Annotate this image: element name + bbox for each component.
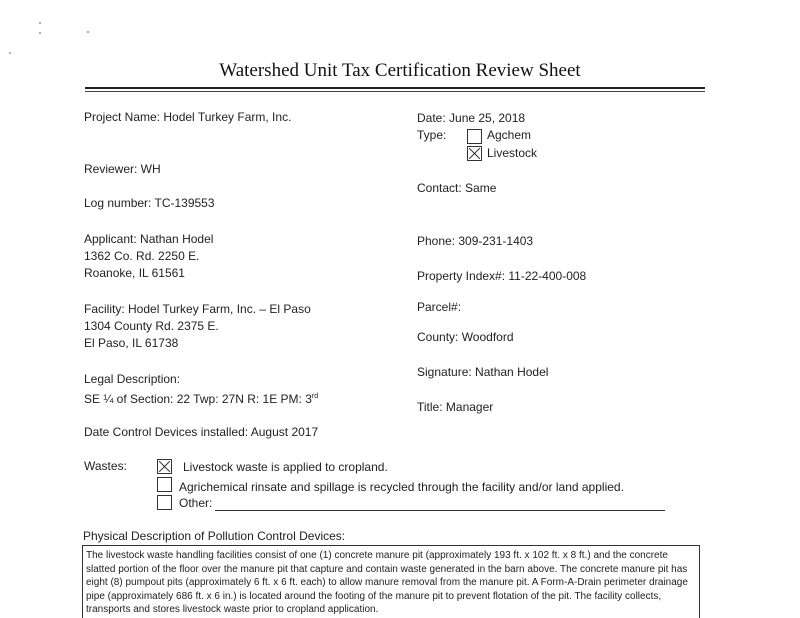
waste-agrichemical-checkbox[interactable] (157, 477, 172, 492)
county: County: Woodford (417, 330, 514, 344)
property-index: Property Index#: 11-22-400-008 (417, 269, 587, 283)
waste-other-checkbox[interactable] (157, 495, 172, 510)
facility-city: El Paso, IL 61738 (84, 336, 179, 350)
title-rule-thin (85, 91, 705, 92)
applicant-city: Roanoke, IL 61561 (84, 266, 185, 280)
type-agchem-label: Agchem (487, 128, 532, 142)
contact: Contact: Same (417, 181, 497, 195)
date-devices-installed: Date Control Devices installed: August 2017 (84, 425, 319, 439)
wastes-label: Wastes: (84, 459, 127, 473)
scan-speck (39, 22, 41, 24)
waste-other-label: Other: (179, 496, 213, 510)
title-rule (85, 87, 705, 89)
scan-speck (9, 52, 11, 54)
applicant-name: Applicant: Nathan Hodel (84, 232, 214, 246)
waste-livestock-checkbox[interactable] (157, 459, 172, 474)
waste-livestock-label: Livestock waste is applied to cropland. (183, 460, 388, 474)
type-livestock-label: Livestock (487, 146, 538, 160)
other-underline (215, 510, 665, 511)
applicant-address: 1362 Co. Rd. 2250 E. (84, 249, 200, 263)
scan-speck (39, 32, 41, 34)
log-number: Log number: TC-139553 (84, 196, 215, 210)
scan-speck (87, 31, 89, 33)
document-title: Watershed Unit Tax Certification Review Sheet (219, 60, 581, 81)
legal-description-value: SE ¼ of Section: 22 Twp: 27N R: 1E PM: 3rd (84, 392, 319, 406)
reviewer: Reviewer: WH (84, 162, 161, 176)
review-date: Date: June 25, 2018 (417, 111, 526, 125)
physical-description-heading: Physical Description of Pollution Control Devices: (83, 529, 346, 543)
type-livestock-checkbox[interactable] (467, 146, 482, 161)
project-name: Project Name: Hodel Turkey Farm, Inc. (84, 110, 292, 124)
legal-description-label: Legal Description: (84, 372, 181, 386)
physical-description-box (82, 545, 700, 618)
phone: Phone: 309-231-1403 (417, 234, 534, 248)
facility-name: Facility: Hodel Turkey Farm, Inc. – El Paso (84, 302, 311, 316)
physical-description-text: The livestock waste handling facilities consist of one (1) concrete manure pit (approximately 193 ft. x 102 ft. x 8 ft.) and the concrete slatted portion of the floor over the manure pit that capture and contain waste generated in the barn above. The concrete manure pit has eight (8) pumpout pits (approximately 6 ft. x 6 ft. each) to allow manure removal from the manure pit. A Form-A-Drain perimeter drainage pipe (approximately 686 ft. x 6 in.) is located around the footing of the manure pit to prevent flotation of the pit. The facility collects, transports and stores livestock waste prior to cropland application. (86, 550, 688, 615)
facility-address: 1304 County Rd. 2375 E. (84, 319, 219, 333)
type-label: Type: (417, 128, 447, 142)
type-agchem-checkbox[interactable] (467, 129, 482, 144)
signature: Signature: Nathan Hodel (417, 365, 549, 379)
title-field: Title: Manager (417, 400, 494, 414)
parcel: Parcel#: (417, 300, 462, 314)
waste-agrichemical-label: Agrichemical rinsate and spillage is recycled through the facility and/or land applied. (179, 480, 624, 494)
